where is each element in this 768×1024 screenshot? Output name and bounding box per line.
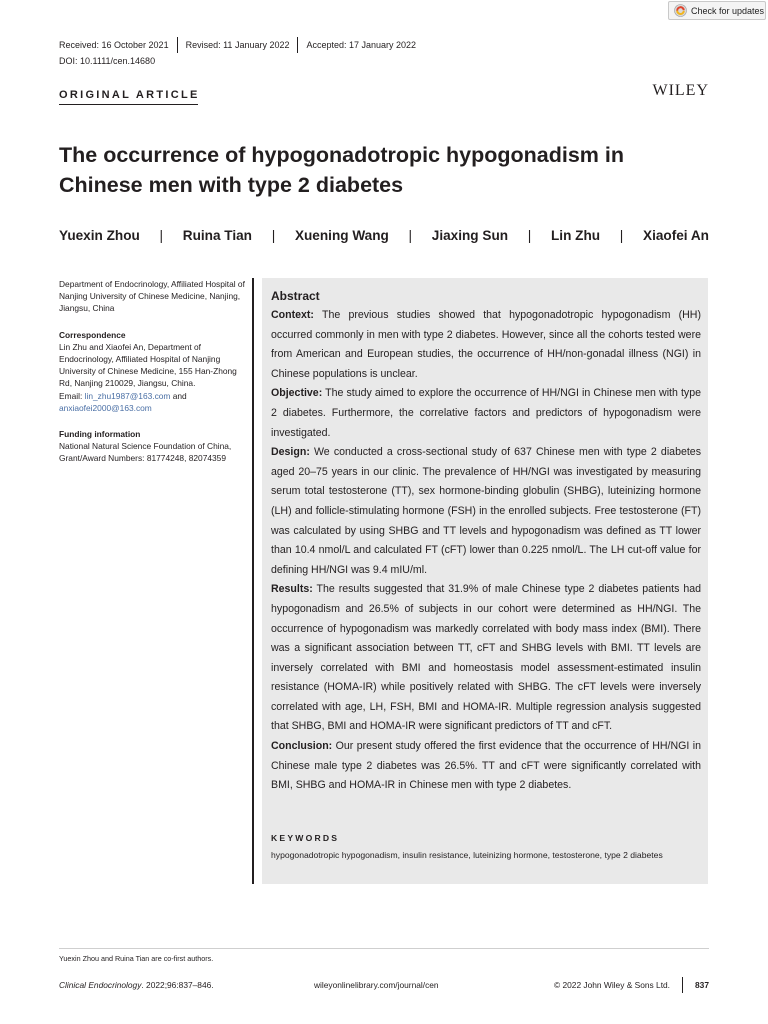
- keywords-text: hypogonadotropic hypogonadism, insulin resistance, luteinizing hormone, testosterone, type 2 diabetes: [271, 850, 663, 860]
- keywords-heading: KEYWORDS: [271, 833, 340, 843]
- author-name: Xuening Wang: [294, 228, 389, 243]
- received-date: Received: 16 October 2021: [59, 40, 169, 50]
- article-title: The occurrence of hypogonadotropic hypogonadism in Chinese men with type 2 diabetes: [59, 143, 625, 197]
- author-name: Ruina Tian: [182, 228, 252, 243]
- check-for-updates-label: Check for updates: [691, 5, 765, 16]
- abstract-section: [271, 384, 701, 443]
- citation: . 2022;96:837–846.: [141, 980, 214, 990]
- funding: [59, 428, 249, 465]
- abstract-body: [271, 287, 701, 796]
- correspondence: [59, 329, 249, 414]
- abstract-section: [271, 443, 701, 580]
- copyright: © 2022 John Wiley & Sons Ltd.: [553, 980, 671, 990]
- article-type: ORIGINAL ARTICLE: [59, 89, 200, 101]
- doi: DOI: 10.1111/cen.14680: [59, 56, 156, 66]
- section-label: Context:: [271, 309, 314, 321]
- journal-name: Clinical Endocrinology: [59, 980, 142, 990]
- email-join: and: [170, 390, 187, 401]
- article-dates: [59, 38, 424, 52]
- email-link[interactable]: anxiaofei2000@163.com: [59, 402, 152, 413]
- email-prefix: Email:: [59, 390, 85, 401]
- section-text: The study aimed to explore the occurrence of HH/NGI in Chinese men with type 2 diabetes. Furthermore, the correlative factors and predictors of hypogonadism were investigated.: [271, 387, 701, 439]
- affiliation: Department of Endocrinology, Affiliated Hospital of Nanjing University of Chinese Medicine, Nanjing, Jiangsu, China: [59, 279, 245, 314]
- funding-text: National Natural Science Foundation of China, Grant/Award Numbers: 81774248, 82074359: [59, 441, 232, 464]
- author-separator: |: [527, 228, 532, 243]
- journal-citation: [59, 980, 314, 990]
- abstract-section: [271, 580, 701, 737]
- abstract-box: [262, 278, 708, 884]
- author-list: [59, 228, 709, 243]
- abstract-section: [271, 737, 701, 796]
- footnote-divider: [59, 948, 709, 949]
- check-for-updates-button[interactable]: [668, 1, 766, 20]
- author-separator: |: [159, 228, 164, 243]
- section-text: Our present study offered the first evidence that the occurrence of HH/NGI in Chinese male type 2 diabetes was 26.5%. TT and cFT were significantly correlated with BMI, SHBG and HOMA-IR in Chinese men with type 2 diabetes.: [271, 740, 701, 792]
- section-text: The previous studies showed that hypogonadotropic hypogonadism (HH) occurred commonly in men with type 2 diabetes. However, since all the cohorts tested were from American and European studies, the occurrence of HH/non-gonadal illness (NGI) in Chinese populations is unclear.: [271, 309, 701, 380]
- section-label: Design:: [271, 446, 310, 459]
- section-label: Conclusion:: [271, 740, 333, 753]
- journal-url[interactable]: wileyonlinelibrary.com/journal/cen: [314, 980, 439, 990]
- author-separator: |: [619, 228, 624, 243]
- section-text: We conducted a cross-sectional study of 637 Chinese men with type 2 diabetes aged 20–75 years in our clinic. The prevalence of HH/NGI was investigated by measuring serum total testosterone (TT), sex hormone-binding globulin (SHBG), luteinizing hormone (LH) and follicle-stimulating hormone (FSH) in the enrolled subjects. Free testosterone (FT) was calculated by using SHBG and TT levels and hypogonadism was defined as TT lower than 10.4 nmol/L and calculated FT (cFT) lower than 0.225 nmol/L. The LH cut-off value for defining HH/NGI was 9.4 mIU/ml.: [271, 446, 701, 576]
- funding-heading: Funding information: [59, 429, 141, 440]
- author-name: Xiaofei An: [643, 228, 709, 243]
- section-text: The results suggested that 31.9% of male Chinese type 2 diabetes patients had hypogonadism and 26.5% of subjects in our cohort were determined as HH/NGI. The occurrence of hypogonadism was markedly correlated with body mass index (BMI). There was a significant association between TT, cFT and SHBG levels with BMI. TT levels are inversely correlated with BMI and homeostasis model assessment-estimated insulin resistance (HOMA-IR) while positively related with SHBG. The cFT levels were inversely correlated with age, LH, FSH, BMI and HOMA-IR. Multiple regression analysis suggested that SHBG, BMI and HOMA-IR were significant predictors of TT and cFT.: [271, 583, 701, 733]
- revised-date: Revised: 11 January 2022: [185, 40, 290, 50]
- side-info: [59, 278, 249, 479]
- author-name: Yuexin Zhou: [59, 228, 140, 243]
- correspondence-heading: Correspondence: [59, 329, 126, 340]
- author-name: Lin Zhu: [551, 228, 601, 243]
- author-name: Jiaxing Sun: [431, 228, 509, 243]
- email-link[interactable]: lin_zhu1987@163.com: [84, 390, 171, 401]
- section-label: Results:: [271, 583, 313, 596]
- publisher-logo: WILEY: [652, 82, 709, 99]
- column-divider: [252, 278, 254, 884]
- abstract-heading: Abstract: [271, 289, 320, 303]
- correspondence-email: [59, 390, 249, 414]
- crossmark-icon: [674, 4, 687, 17]
- abstract-section: [271, 306, 701, 384]
- page-footer: [59, 978, 709, 992]
- article-type-underline: [59, 104, 198, 105]
- accepted-date: Accepted: 17 January 2022: [306, 40, 417, 50]
- author-separator: |: [271, 228, 276, 243]
- page-number: 837: [695, 980, 709, 990]
- footnote: Yuexin Zhou and Ruina Tian are co-first authors.: [59, 954, 214, 963]
- section-label: Objective:: [271, 387, 323, 400]
- author-separator: |: [408, 228, 413, 243]
- correspondence-text: Lin Zhu and Xiaofei An, Department of Endocrinology, Affiliated Hospital of Nanjing University of Chinese Medicine, 155 Han-Zhong Rd, Nanjing 210029, Jiangsu, China.: [59, 341, 237, 389]
